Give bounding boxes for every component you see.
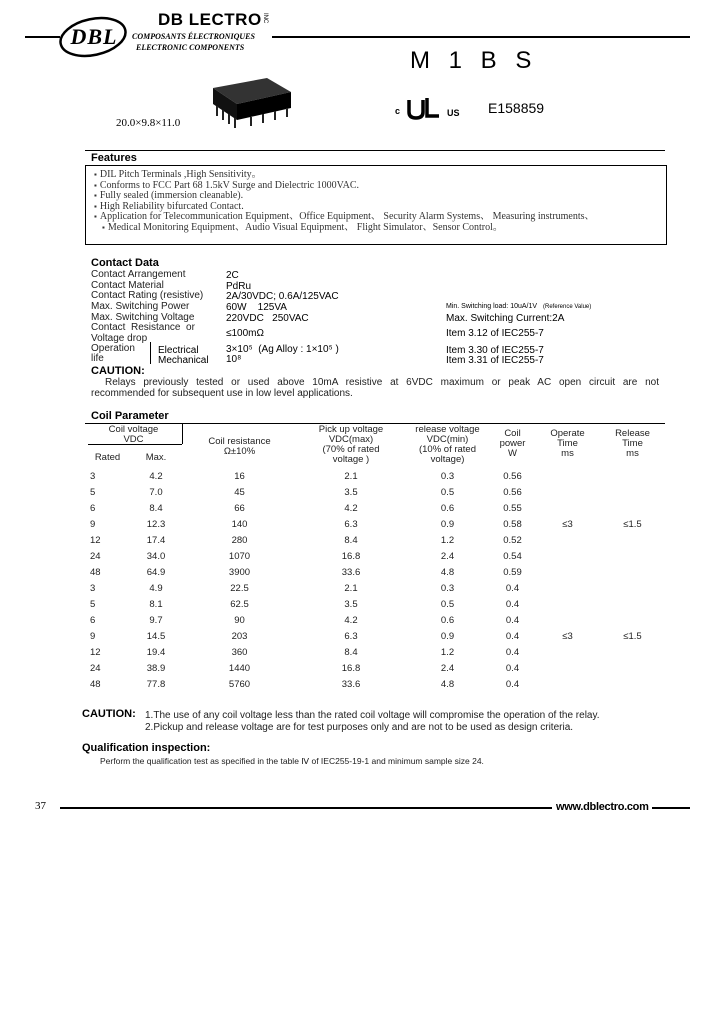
release-voltage-cell: 0.3 [440, 471, 455, 482]
contact-material-label: Contact Material [91, 280, 164, 291]
coil-resistance-cell: 360 [231, 647, 248, 658]
brand-suffix: INC [262, 13, 268, 24]
coil-parameter-table [85, 425, 665, 693]
release-time-cell: ≤1.5 [623, 519, 642, 530]
coil-voltage-header [85, 425, 182, 447]
coil-power-header-line1: Coil [504, 428, 521, 439]
pickup-voltage-cell: 2.1 [344, 583, 358, 594]
coil-power-cell: 0.58 [503, 519, 522, 530]
life-bracket [150, 342, 157, 364]
dimensions: 20.0×9.8×11.0 [116, 117, 181, 129]
pickup-voltage-cell: 4.2 [344, 503, 358, 514]
feature-item: ▪ Conforms to FCC Part 68 1.5kV Surge and Dielectric 1000VAC. [94, 181, 666, 192]
release-voltage-header [405, 425, 490, 469]
max-voltage-cell: 17.4 [146, 535, 166, 546]
coil-resistance-cell: 90 [234, 615, 245, 626]
coil-resistance-cell: 62.5 [230, 599, 249, 610]
coil-power-cell: 0.54 [503, 551, 522, 562]
contact-resistance-value: ≤100mΩ [226, 328, 264, 339]
rated-voltage-cell: 12 [90, 647, 101, 658]
coil-resistance-cell: 280 [231, 535, 248, 546]
rated-voltage-cell: 48 [90, 679, 101, 690]
coil-power-cell: 0.4 [505, 583, 520, 594]
caution-text-line2: recommended for subsequent use in low level applications. [91, 388, 353, 399]
max-voltage-cell: 77.8 [146, 679, 166, 690]
coil-resistance-cell: 1440 [228, 663, 251, 674]
operate-time-header-line1: Operate [550, 428, 585, 439]
release-voltage-cell: 1.2 [440, 647, 455, 658]
footer-rule-left [60, 807, 552, 809]
cert-c: c [395, 106, 401, 116]
product-model: M 1 B S [410, 47, 538, 74]
max-voltage-cell: 7.0 [149, 487, 163, 498]
max-voltage-cell: 8.4 [149, 503, 163, 514]
contact-arrangement-value: 2C [226, 270, 239, 281]
pickup-voltage-header [297, 425, 405, 469]
release-voltage-cell: 0.6 [440, 615, 455, 626]
max-voltage-cell: 14.5 [146, 631, 166, 642]
max-voltage-cell: 12.3 [146, 519, 166, 530]
pickup-voltage-cell: 3.5 [344, 487, 358, 498]
rated-voltage-cell: 5 [90, 599, 96, 610]
relay-component-icon [205, 70, 295, 130]
company-website[interactable]: www.dblectro.com [556, 801, 649, 813]
brand-name: DB LECTRO [158, 10, 262, 29]
voltage-drop-label: Voltage drop [91, 333, 148, 344]
coil-table-row [85, 469, 665, 485]
release-voltage-cell: 4.8 [440, 679, 455, 690]
operate-time-header [535, 425, 600, 469]
qualification-title: Qualification inspection: [82, 742, 211, 754]
mechanical-label: Mechanical [158, 355, 209, 366]
tagline-english: ELECTRONIC COMPONENTS [136, 43, 245, 52]
coil-power-header [490, 425, 535, 469]
release-voltage-header-line3: (10% of rated [418, 444, 477, 455]
rated-voltage-cell: 6 [90, 615, 96, 626]
release-voltage-cell: 1.2 [440, 535, 455, 546]
max-voltage-cell: 4.9 [149, 583, 163, 594]
relay-photo [205, 70, 295, 130]
coil-power-cell: 0.59 [503, 567, 522, 578]
release-voltage-header-line2: VDC(min) [426, 434, 469, 445]
coil-table-header-row [85, 425, 665, 447]
coil-power-header-line3: W [508, 448, 517, 459]
rated-voltage-cell: 12 [90, 535, 101, 546]
min-switching-load [446, 303, 591, 310]
caution2-title: CAUTION: [82, 708, 136, 720]
rated-header: Rated [94, 452, 121, 463]
max-voltage-cell: 4.2 [149, 471, 163, 482]
feature-item: ▪ Fully sealed (immersion cleanable). [94, 191, 666, 202]
operate-time-header-line3: ms [561, 448, 574, 459]
rated-voltage-cell: 24 [90, 663, 101, 674]
pickup-voltage-cell: 4.2 [344, 615, 358, 626]
caution-title: CAUTION: [91, 365, 145, 377]
release-voltage-cell: 0.6 [440, 503, 455, 514]
pickup-voltage-cell: 33.6 [341, 567, 361, 578]
coil-resistance-cell: 22.5 [230, 583, 249, 594]
pickup-voltage-header-line4: voltage ) [332, 454, 370, 465]
coil-table-body [85, 469, 665, 693]
release-time-header-line2: Time [622, 438, 643, 449]
pickup-voltage-cell: 2.1 [344, 471, 358, 482]
coil-resistance-cell: 140 [231, 519, 248, 530]
release-voltage-cell: 0.9 [440, 631, 455, 642]
coil-resistance-cell: 3900 [228, 567, 251, 578]
rated-voltage-cell: 9 [90, 631, 96, 642]
electrical-life-value: 3×10⁵ (Ag Alloy : 1×10⁵ ) [226, 344, 339, 355]
max-voltage-cell: 64.9 [146, 567, 166, 578]
max-voltage-cell: 38.9 [146, 663, 166, 674]
page-number: 37 [35, 800, 46, 812]
contact-data-title: Contact Data [91, 257, 159, 269]
pickup-voltage-cell: 3.5 [344, 599, 358, 610]
coil-table-row [85, 581, 665, 597]
switching-voltage-value: 220VDC 250VAC [226, 313, 309, 324]
pickup-voltage-cell: 8.4 [344, 647, 358, 658]
electrical-life-item: Item 3.30 of IEC255-7 [446, 345, 544, 356]
rated-voltage-cell: 24 [90, 551, 101, 562]
coil-power-header-line2: power [499, 438, 526, 449]
coil-power-cell: 0.4 [505, 663, 520, 674]
rated-voltage-cell: 5 [90, 487, 96, 498]
coil-resistance-cell: 203 [231, 631, 248, 642]
features-box [85, 165, 667, 245]
footer-rule-right [652, 807, 690, 809]
pickup-voltage-header-line2: VDC(max) [328, 434, 374, 445]
pickup-voltage-cell: 8.4 [344, 535, 358, 546]
switching-power-value: 60W 125VA [226, 302, 287, 313]
coil-resistance-cell: 5760 [228, 679, 251, 690]
contact-resistance-item: Item 3.12 of IEC255-7 [446, 328, 544, 339]
ul-certification [393, 96, 473, 122]
pickup-voltage-cell: 16.8 [341, 663, 361, 674]
caution2-line1: 1.The use of any coil voltage less than the rated coil voltage will compromise the operation of the relay. [145, 710, 600, 721]
release-time-header-line3: ms [626, 448, 639, 459]
feature-item: ▪ DIL Pitch Terminals ,High Sensitivity。 [94, 170, 666, 181]
coil-power-cell: 0.4 [505, 679, 520, 690]
rated-voltage-cell: 6 [90, 503, 96, 514]
top-rule-left [25, 36, 60, 38]
release-voltage-cell: 0.9 [440, 519, 455, 530]
pickup-voltage-header-line3: (70% of rated [322, 444, 380, 455]
release-voltage-header-line1: release voltage [415, 424, 480, 435]
coil-power-cell: 0.56 [503, 487, 522, 498]
release-voltage-cell: 0.5 [440, 599, 455, 610]
caution2-line2: 2.Pickup and release voltage are for test purposes only and are not to be used as design criteria. [145, 722, 574, 733]
release-voltage-cell: 0.5 [440, 487, 455, 498]
min-switching-load-text: Min. Switching load: 10uA/1V [446, 303, 538, 310]
contact-arrangement-label: Contact Arrangement [91, 269, 186, 280]
release-time-header [600, 425, 665, 469]
cert-us: US [447, 108, 460, 118]
release-voltage-cell: 4.8 [440, 567, 455, 578]
reference-value-note: (Reference Value) [543, 304, 592, 310]
release-voltage-cell: 2.4 [440, 663, 455, 674]
rated-voltage-cell: 48 [90, 567, 101, 578]
company-logo [58, 16, 128, 58]
life-label: life [91, 353, 104, 364]
switching-voltage-label: Max. Switching Voltage [91, 312, 195, 323]
release-time-cell: ≤1.5 [623, 631, 642, 642]
max-voltage-cell: 34.0 [146, 551, 166, 562]
coil-power-cell: 0.56 [503, 471, 522, 482]
coil-resistance-cell: 1070 [228, 551, 251, 562]
caution-text-line1: Relays previously tested or used above 10mA resistive at 6VDC maximum or peak AC open circuit are not [105, 377, 659, 388]
rated-voltage-cell: 3 [90, 583, 96, 594]
release-time-header-line1: Release [615, 428, 650, 439]
top-rule-right [272, 36, 690, 38]
coil-power-cell: 0.4 [505, 615, 520, 626]
switching-power-label: Max. Switching Power [91, 301, 190, 312]
feature-item-continued: ▪ Medical Monitoring Equipment、Audio Visual Equipment、 Flight Simulator、Sensor Control。 [94, 223, 666, 234]
mechanical-life-value: 10⁸ [226, 354, 242, 365]
max-header: Max. [145, 452, 167, 463]
coil-power-cell: 0.4 [505, 647, 520, 658]
coil-power-cell: 0.4 [505, 599, 520, 610]
operate-time-cell: ≤3 [562, 519, 573, 530]
pickup-voltage-cell: 6.3 [344, 519, 358, 530]
release-voltage-header-line4: voltage) [430, 454, 465, 465]
coil-resistance-cell: 16 [234, 471, 245, 482]
coil-power-cell: 0.4 [505, 631, 520, 642]
mechanical-life-item: Item 3.31 of IEC255-7 [446, 355, 544, 366]
tagline-french: COMPOSANTS ÉLECTRONIQUES [132, 32, 255, 41]
contact-resistance-label: Contact Resistance or [91, 322, 195, 333]
pickup-voltage-cell: 16.8 [341, 551, 361, 562]
operate-time-header-line2: Time [557, 438, 578, 449]
max-voltage-cell: 9.7 [149, 615, 163, 626]
coil-power-cell: 0.52 [503, 535, 522, 546]
coil-resistance-header [182, 425, 297, 469]
electrical-label: Electrical [158, 345, 199, 356]
pickup-voltage-cell: 6.3 [344, 631, 358, 642]
contact-rating-value: 2A/30VDC; 0.6A/125VAC [226, 291, 339, 302]
operation-label: Operation [91, 343, 135, 354]
coil-parameter-title: Coil Parameter [91, 410, 169, 422]
release-voltage-cell: 2.4 [440, 551, 455, 562]
release-voltage-cell: 0.3 [440, 583, 455, 594]
qualification-text: Perform the qualification test as specified in the table Ⅳ of IEC255-19-1 and minimum sample size 24. [100, 756, 484, 766]
cert-number: E158859 [488, 100, 545, 116]
contact-material-value: PdRu [226, 281, 252, 292]
switching-current-note: Max. Switching Current:2A [446, 313, 565, 324]
header-rule [85, 150, 665, 151]
feature-item: ▪ Application for Telecommunication Equipment、Office Equipment、 Security Alarm Systems、 Measuring instruments、 [94, 212, 666, 223]
pickup-voltage-cell: 33.6 [341, 679, 361, 690]
max-voltage-cell: 19.4 [146, 647, 166, 658]
ul-mark-icon [405, 96, 443, 122]
pickup-voltage-header-line1: Pick up voltage [318, 424, 384, 435]
coil-resistance-cell: 45 [234, 487, 245, 498]
coil-resistance-cell: 66 [234, 503, 245, 514]
feature-item: ▪ High Reliability bifurcated Contact. [94, 202, 666, 213]
coil-resistance-header-line1: Coil resistance [208, 436, 271, 447]
features-list [86, 166, 666, 233]
max-voltage-cell: 8.1 [149, 599, 163, 610]
coil-voltage-header-line1: Coil voltage [108, 424, 159, 435]
logo-text: DBL [70, 24, 118, 49]
operate-time-cell: ≤3 [562, 631, 573, 642]
contact-rating-label: Contact Rating (resistive) [91, 290, 204, 301]
rated-voltage-cell: 3 [90, 471, 96, 482]
features-title: Features [91, 152, 137, 164]
rated-voltage-cell: 9 [90, 519, 96, 530]
coil-resistance-header-line2: Ω±10% [223, 446, 256, 457]
coil-power-cell: 0.55 [503, 503, 522, 514]
coil-voltage-header-line2: VDC [123, 434, 144, 445]
